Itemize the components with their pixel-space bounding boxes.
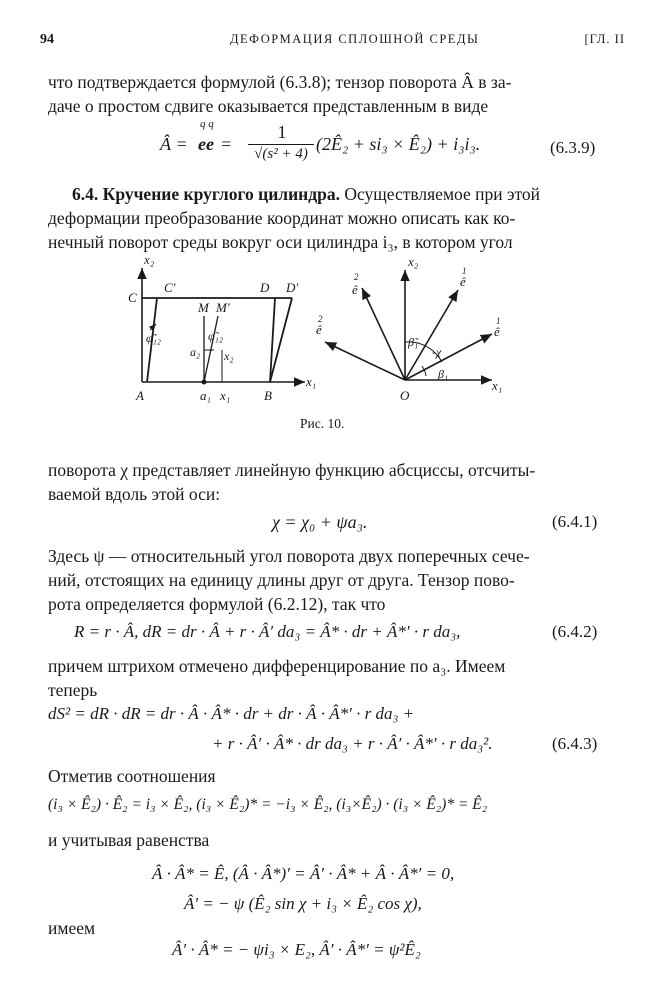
text-line: поворота χ представляет линейную функцию абсциссы, отсчиты- [48, 460, 536, 480]
label-phi12-mid: φ̃₁₂ [208, 329, 223, 343]
point-a1 [202, 380, 206, 384]
label-e2-top: ê [352, 282, 358, 297]
equation-number: (6.4.3) [552, 734, 598, 753]
label-e2-mid-sup: 2 [318, 314, 323, 324]
equation-6-4-3-line2: + r · Â′ · Â* · dr da₃ + r · Â′ · Â*′ · r da₃². [212, 734, 493, 753]
label-Cp: C′ [164, 280, 176, 295]
label-D: D [260, 280, 270, 295]
equation-number: (6.4.2) [552, 622, 598, 641]
label-e1-top: ê [460, 274, 466, 289]
label-e2-mid: ê [316, 322, 322, 337]
eq-superscript: q q [200, 118, 214, 130]
e2-mid-vector [325, 342, 405, 380]
page-number: 94 [40, 32, 54, 47]
equation-result: Â′ · Â* = − ψi₃ × E₂, Â′ · Â*′ = ψ²Ê₂ [172, 940, 421, 959]
text-line: Отметив соотношения [48, 766, 216, 786]
chapter-marker: [ГЛ. II [584, 32, 625, 46]
text-line: имеем [48, 918, 96, 938]
equation-derivative: Â′ = − ψ (Ê₂ sin χ + i₃ × Ê₂ cos χ), [184, 894, 422, 913]
text-line: что подтверждается формулой (6.3.8); тензор поворота Â в за- [48, 72, 512, 92]
label-e1-mid-sup: 1 [496, 316, 501, 326]
label-O: O [400, 388, 410, 403]
section-title: 6.4. Кручение круглого цилиндра. [72, 184, 340, 204]
label-e1-mid: ê [494, 324, 500, 339]
text-line: теперь [48, 680, 98, 700]
figure-caption: Рис. 10. [300, 416, 345, 431]
eq-fraction-numerator: 1 [277, 122, 287, 142]
text-line: ний, отстоящих на единицу длины друг от друга. Тензор пово- [48, 570, 515, 590]
eq-lhs: Â = [160, 134, 188, 154]
eq-rhs: (2Ê₂ + si₃ × Ê₂) + i₃i₃. [316, 134, 481, 154]
figure-10 [120, 250, 520, 410]
equation-number: (6.4.1) [552, 512, 598, 531]
label-e1-top-sup: 1 [462, 266, 467, 276]
right-diagram [325, 270, 492, 380]
label-x1b: x₁ [220, 388, 231, 403]
text-line: рота определяется формулой (6.2.12), так что [48, 594, 386, 614]
running-title: ДЕФОРМАЦИЯ СПЛОШНОЙ СРЕДЫ [230, 32, 480, 46]
label-beta1: β₁ [438, 367, 449, 381]
label-phi12-left: φ̃₁₂ [146, 331, 161, 345]
relations-line: (i₃ × Ê₂) · Ê₂ = i₃ × Ê₂, (i₃ × Ê₂)* = −i₃ × Ê₂, (i₃×Ê₂) · (i₃ × Ê₂)* = Ê₂ [48, 796, 488, 813]
label-A: A [136, 388, 144, 403]
equation-number: (6.3.9) [550, 138, 596, 157]
label-B: B [264, 388, 272, 403]
label-chi: -χ [432, 345, 442, 359]
label-x1-right: x₁ [492, 378, 503, 393]
label-Dp: D′ [286, 280, 299, 295]
label-beta-tilde: β̃₁ [408, 335, 419, 349]
text-line: даче о простом сдвиге оказывается представленным в виде [48, 96, 489, 116]
label-e2-top-sup: 2 [354, 272, 359, 282]
eq-fraction-bar [248, 144, 314, 145]
label-M: M [198, 300, 209, 315]
page-header [40, 32, 625, 56]
eq-dyad: ee [198, 134, 214, 154]
text-line: причем штрихом отмечено дифференцирование по a₃. Имеем [48, 656, 506, 676]
label-x2-right: x₂ [408, 254, 419, 269]
label-x2b: x₂ [224, 349, 234, 363]
text-line: Осуществляемое при этой [339, 184, 541, 204]
equation-6-4-3-line1: dS² = dR · dR = dr · Â · Â* · dr + dr · Â · Â*′ · r da₃ + [48, 704, 415, 723]
label-Mp: M′ [216, 300, 230, 315]
equation-6-4-2: R = r · Â, dR = dr · Â + r · Â′ da₃ = Â* · dr + Â*′ · r da₃, [74, 622, 461, 641]
text-line: Здесь ψ — относительный угол поворота двух поперечных сече- [48, 546, 530, 566]
equation-6-4-1: χ = χ₀ + ψa₃. [272, 512, 368, 532]
text-line: деформации преобразование координат можно описать как ко- [48, 208, 516, 228]
equation-identity: Â · Â* = Ê, (Â · Â*)′ = Â′ · Â* + Â · Â*′ = 0, [152, 864, 455, 883]
label-a1: a₁ [200, 388, 212, 403]
label-a2: a₂ [190, 345, 201, 359]
text-line: нечный поворот среды вокруг оси цилиндра i₃, в котором угол [48, 232, 513, 252]
text-line: и учитывая равенства [48, 830, 210, 850]
eq-fraction-denominator: √(s² + 4) [254, 146, 308, 162]
section-heading-line [72, 184, 540, 205]
label-x2: x₂ [144, 252, 155, 267]
eq-equals: = [220, 134, 233, 154]
label-x1: x₁ [306, 374, 317, 389]
text-line: ваемой вдоль этой оси: [48, 484, 221, 504]
label-C: C [128, 290, 137, 305]
line-Mp [204, 316, 218, 382]
e2-top-vector [362, 288, 405, 380]
